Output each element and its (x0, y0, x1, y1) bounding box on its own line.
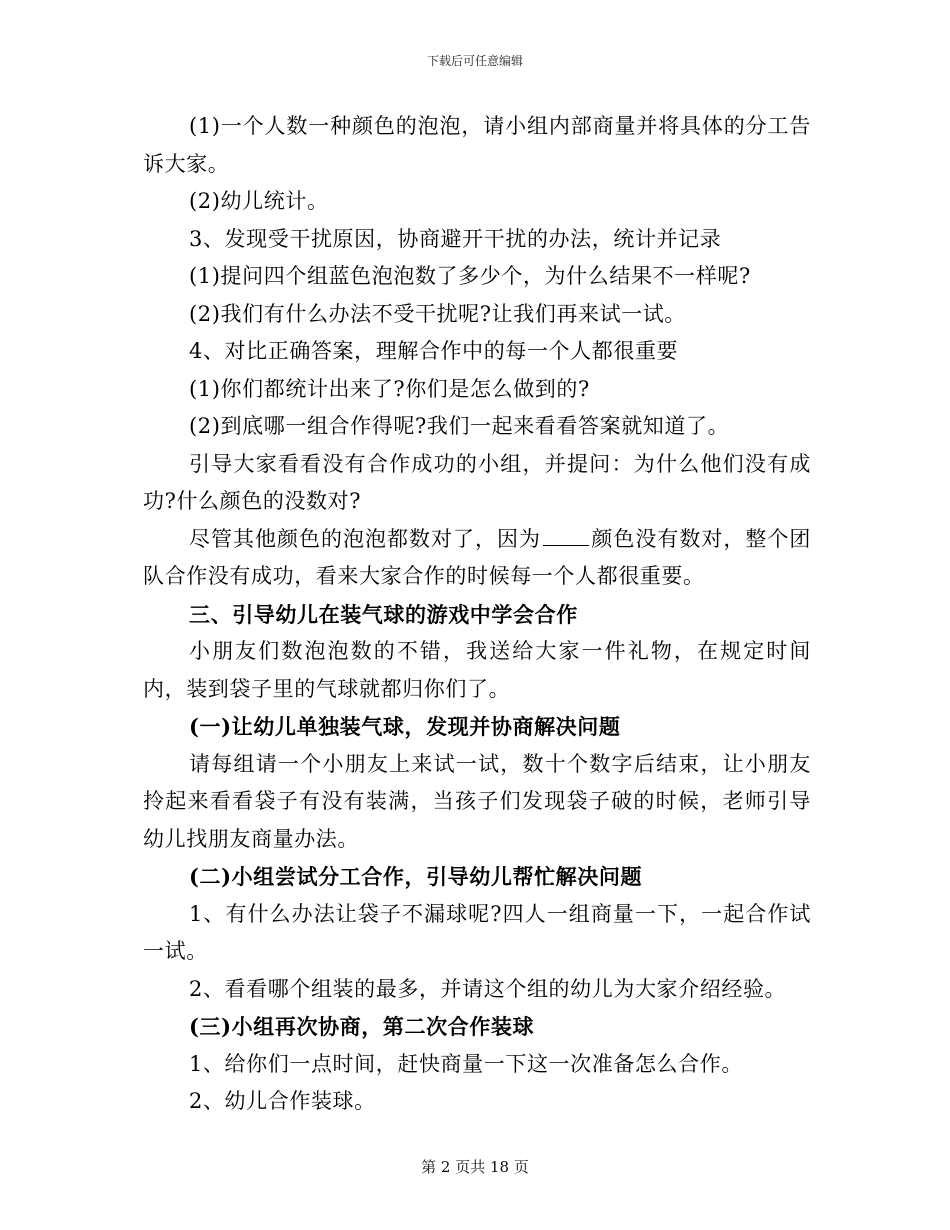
subheading-3: (三)小组再次协商，第二次合作装球 (189, 1014, 535, 1039)
paragraph-16: 1、有什么办法让袋子不漏球呢?四人一组商量一下，一起合作试一试。 (143, 901, 811, 963)
paragraph-8: (2)到底哪一组合作得呢?我们一起来看看答案就知道了。 (189, 414, 730, 438)
paragraph-10-before-blank: 尽管其他颜色的泡泡都数对了，因为 (189, 526, 541, 551)
document-body (143, 108, 811, 1121)
fill-in-blank (543, 527, 589, 546)
paragraph-5: (2)我们有什么办法不受干扰呢?让我们再来试一试。 (189, 301, 687, 326)
paragraph-12: 小朋友们数泡泡数的不错，我送给大家一件礼物，在规定时间内，装到袋子里的气球就都归你们了。 (143, 639, 811, 701)
paragraph-10 (143, 521, 811, 596)
paragraph-1: (1)一个人数一种颜色的泡泡，请小组内部商量并将具体的分工告诉大家。 (143, 114, 811, 176)
paragraph-19: 1、给你们一点时间，赶快商量一下这一次准备怎么合作。 (189, 1051, 743, 1076)
paragraph-4: (1)提问四个组蓝色泡泡数了多少个，为什么结果不一样呢? (189, 264, 751, 288)
paragraph-2: (2)幼儿统计。 (189, 189, 329, 213)
paragraph-14: 请每组请一个小朋友上来试一试，数十个数字后结束，让小朋友拎起来看看袋子有没有装满，当孩子们发现袋子破的时候，老师引导幼儿找朋友商量办法。 (143, 751, 811, 851)
paragraph-9: 引导大家看看没有合作成功的小组，并提问：为什么他们没有成功?什么颜色的没数对? (143, 451, 811, 513)
paragraph-17: 2、看看哪个组装的最多，并请这个组的幼儿为大家介绍经验。 (189, 976, 787, 1001)
paragraph-7: (1)你们都统计出来了?你们是怎么做到的? (189, 376, 590, 401)
paragraph-6: 4、对比正确答案，理解合作中的每一个人都很重要 (189, 339, 679, 363)
subheading-2: (二)小组尝试分工合作，引导幼儿帮忙解决问题 (189, 864, 643, 889)
page-header: 下载后可任意编辑 (426, 54, 523, 68)
paragraph-10-after-blank: 颜色没有数对，整个团队合作没有成功，看来大家合作的时候每一个人都很重要。 (143, 526, 811, 588)
paragraph-20: 2、幼儿合作装球。 (189, 1089, 376, 1113)
section-heading-3: 三、引导幼儿在装气球的游戏中学会合作 (189, 601, 578, 627)
subheading-1: (一)让幼儿单独装气球，发现并协商解决问题 (189, 714, 621, 739)
page-number-footer: 第 2 页共 18 页 (421, 1158, 529, 1176)
paragraph-3: 3、发现受干扰原因，协商避开干扰的办法，统计并记录 (189, 226, 722, 251)
